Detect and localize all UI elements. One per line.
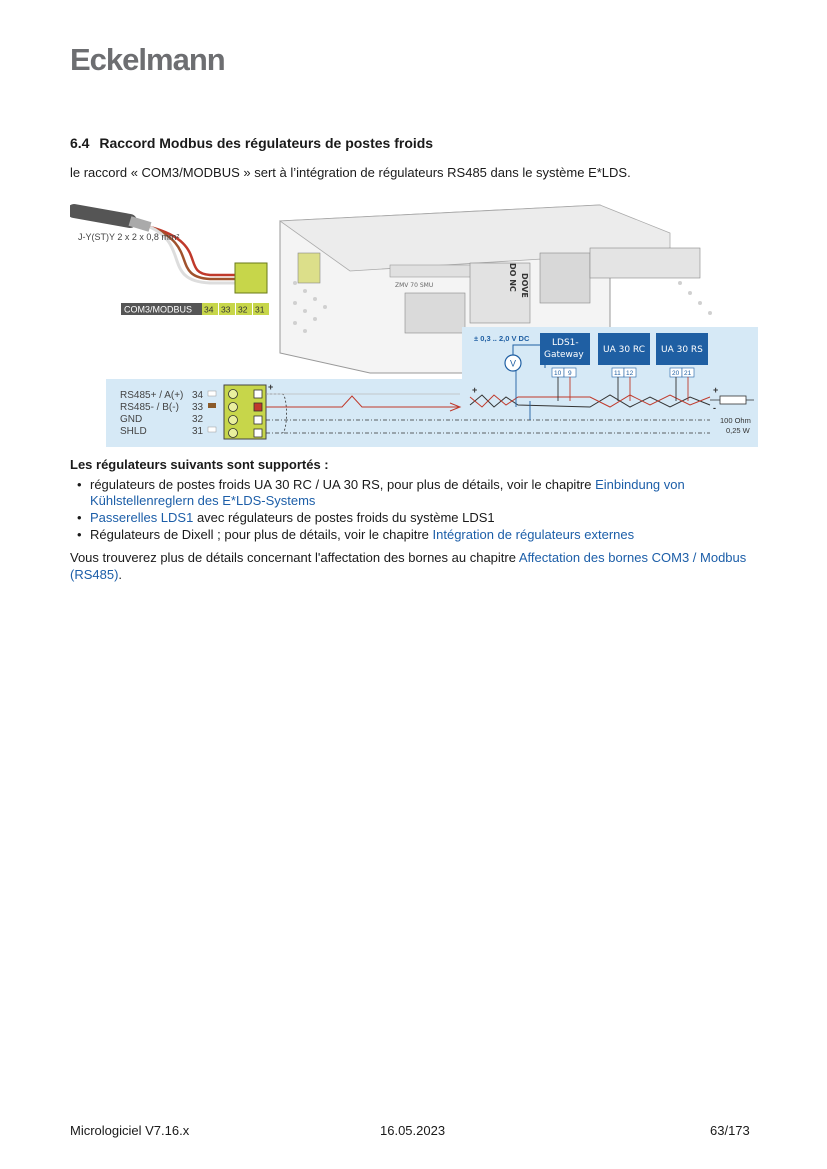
device-pin: 21 (684, 370, 692, 377)
section-title: Raccord Modbus des régulateurs de postes froids (99, 135, 434, 151)
voltage-label: ± 0,3 .. 2,0 V DC (474, 334, 530, 343)
com-terminal-33: 33 (221, 304, 231, 315)
device-pin: 11 (614, 370, 621, 377)
closing-paragraph (70, 549, 760, 583)
device-pin: 20 (672, 370, 680, 377)
do-label: DO NC (508, 263, 517, 292)
device-name-line2: Gateway (544, 350, 584, 360)
link-integration-regulateurs[interactable]: Intégration de régulateurs externes (432, 527, 635, 542)
list-item-text: Régulateurs de Dixell ; pour plus de détails, voir le chapitre (90, 527, 433, 542)
footer-version: Micrologiciel V7.16.x (70, 1123, 190, 1138)
list-item-text: avec régulateurs de postes froids du système LDS1 (193, 510, 495, 525)
signal-name: RS485+ / A(+) (120, 390, 184, 401)
section-heading (70, 135, 433, 151)
closing-text: Vous trouverez plus de détails concernant l'affectation des bornes au chapitre (70, 550, 519, 565)
footer-page-number: 63/173 (710, 1123, 750, 1138)
link-passerelles-lds1[interactable]: Passerelles LDS1 (90, 510, 194, 525)
company-logo: Eckelmann (70, 42, 225, 77)
com3-modbus-strip (121, 303, 269, 315)
signal-terminal: 32 (192, 414, 204, 425)
com-terminal-34: 34 (204, 304, 214, 315)
supported-heading: Les régulateurs suivants sont supportés : (70, 457, 329, 472)
minus-sign: - (713, 403, 716, 413)
plus-sign: + (713, 385, 719, 395)
signal-terminal: 34 (192, 390, 204, 401)
signal-name: GND (120, 414, 143, 425)
com-terminal-31: 31 (255, 304, 265, 315)
wiring-diagram (70, 193, 760, 453)
com-label: COM3/MODBUS (124, 304, 193, 315)
device-name-line1: UA 30 RC (603, 345, 646, 355)
intro-text: le raccord « COM3/MODBUS » sert à l’intégration de régulateurs RS485 dans le système E*LDS. (70, 165, 631, 180)
device-model-text: ZMV 70 SMU (395, 282, 434, 289)
voltmeter-symbol: V (510, 358, 517, 369)
list-item (70, 477, 750, 509)
bus-band (106, 379, 758, 447)
closing-after: . (118, 567, 123, 582)
signal-terminal: 31 (192, 426, 204, 437)
cable-illustration (74, 211, 267, 293)
supported-list (70, 477, 750, 544)
plus-sign: + (268, 382, 274, 392)
plus-sign: + (472, 385, 478, 395)
device-pin: 12 (626, 370, 634, 377)
device-pin: 10 (554, 370, 562, 377)
signal-name: SHLD (120, 426, 147, 437)
resistor-power: 0,25 W (726, 426, 750, 435)
signal-name: RS485- / B(-) (120, 402, 179, 413)
list-item (70, 510, 750, 526)
footer-date: 16.05.2023 (380, 1123, 446, 1138)
link-einbindung[interactable]: Einbindung von Kühlstellenreglern des E*LDS-Systems (90, 477, 685, 508)
resistor-value: 100 Ohm (720, 416, 751, 425)
dove-label: DOVE (520, 273, 529, 298)
list-item (70, 527, 750, 543)
signal-terminal: 33 (192, 402, 204, 413)
device-pin: 9 (568, 370, 572, 377)
list-item-text: régulateurs de postes froids UA 30 RC / UA 30 RS, pour plus de détails, voir le chapitre (90, 477, 596, 492)
termination-resistor (720, 396, 746, 404)
section-number: 6.4 (70, 135, 90, 151)
cable-label: J-Y(ST)Y 2 x 2 x 0,8 mm² (78, 232, 180, 242)
device-name-line1: LDS1- (552, 338, 579, 348)
com-terminal-32: 32 (238, 304, 248, 315)
link-affectation-bornes[interactable]: Affectation des bornes COM3 / Modbus (RS485) (70, 550, 747, 582)
device-name-line1: UA 30 RS (661, 345, 703, 355)
terminal-block (224, 385, 266, 439)
